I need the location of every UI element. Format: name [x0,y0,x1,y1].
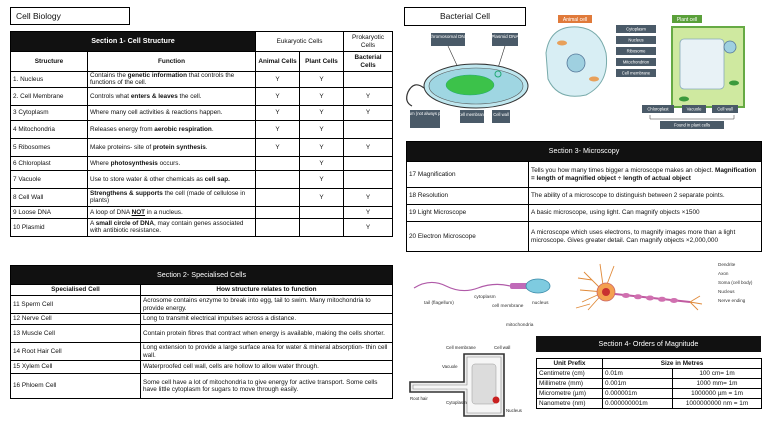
section4-title-text: Section 4- Orders of Magnitude [598,339,699,348]
text-run: Magnification = length of magnified object ÷ length of actual object [531,167,757,182]
cytoplasm-label: Cytoplasm [626,26,646,32]
cytoplasm-label: cytoplasm [474,295,496,300]
bacterial-cell-mark [344,120,393,138]
microscopy-definition [529,162,762,188]
text-run: genetic information [127,72,187,79]
table-row [407,222,762,252]
section1-cell-structure [10,31,392,237]
animal-mitochondrion [557,41,567,46]
unit-prefix: Nanometre (nm) [537,399,603,409]
specialised-cell-name: 14 Root Hair Cell [11,343,141,361]
text-run: small circle of DNA [95,219,154,227]
function-cell [88,87,256,105]
text-run: occurs. [157,159,181,167]
cell-membrane-label: cell membrane [492,304,524,309]
function-cell [88,72,256,88]
text-run: in a nucleus. [145,208,183,216]
specialised-cell-name: 13 Muscle Cell [11,325,141,343]
animal-nucleus [567,54,585,72]
text-run: . [205,143,208,151]
chromosomal-dna-shape [446,75,494,95]
text-run: enters & leaves [130,92,178,100]
root-hair-label: Root hair [410,396,428,401]
animal-cell-mark: Y [256,87,300,105]
sperm-head [526,279,550,293]
structure-cell: 8 Cell Wall [11,188,88,206]
structure-cell: 7 Vacuole [11,170,88,188]
flagellum [407,85,424,106]
plant-chloroplast [729,81,739,86]
text-run: Make proteins- site of [90,143,153,151]
table-row [11,72,393,88]
ribosome-label: Ribosome [626,48,646,54]
mitochondrion-label: Mitochondrion [622,59,650,65]
bacterial-cell-mark: Y [344,105,393,120]
vacuole-label: Vacuole [686,106,702,112]
table-row [11,87,393,105]
structure-cell: 2. Cell Membrane [11,87,88,105]
function-cell [88,170,256,188]
size-in-metres: 0.001m [603,379,673,389]
nerve-ending-label: Nerve ending [718,298,746,303]
plant-cell-mark: Y [300,138,344,156]
microscopy-term: 20 Electron Microscope [407,222,529,252]
cell-wall-label: Cell wall [494,345,511,350]
plant-cell-mark: Y [300,105,344,120]
text-run: aerobic respiration [154,125,212,133]
table-row [11,325,393,343]
plant-cell-mark: Y [300,120,344,138]
text-run: A basic microscope, using light. Can magnify objects ×1500 [531,209,700,217]
table-row [11,218,393,236]
animal-cell-mark [256,170,300,188]
plasmid-dna-label: Plasmid DNA [491,34,519,39]
specialised-cell-description: Some cell have a lot of mitochondria to give energy for active transport. Some cells have little cytoplasm for sugars to move through easily. [141,374,393,399]
animal-cell-mark [256,206,300,218]
function-cell [88,138,256,156]
table-row [537,399,762,409]
plant-chloroplast [679,97,689,102]
text-run: the cell (made of cellulose in plants) [90,189,246,205]
col-size-metres: Size in Metres [603,359,762,369]
plant-cell-title: Plant cell [676,17,698,23]
plant-cell-mark: Y [300,87,344,105]
animal-cell-mark: Y [256,105,300,120]
bacterial-cell-diagram [396,30,532,130]
unit-prefix: Millimetre (mm) [537,379,603,389]
microscopy-table [406,141,762,252]
animal-cell-mark [256,156,300,170]
text-run: Where [90,159,111,167]
function-cell [88,218,256,236]
table-row [11,138,393,156]
soma-label: Soma (cell body) [718,280,753,285]
bacterial-cell-title [404,7,526,26]
table-row [407,205,762,222]
specialised-cell-description: Waterproofed cell wall, cells are hollow to allow water through. [141,361,393,374]
col-unit-prefix: Unit Prefix [537,359,603,369]
col-specialised-cell: Specialised Cell [11,285,141,296]
table-row [11,343,393,361]
bacterial-cell-mark [344,170,393,188]
plant-vacuole [680,39,724,89]
col-structure: Structure [11,52,88,72]
function-cell [88,188,256,206]
bacterial-cell-mark: Y [344,188,393,206]
section1-title: Section 1- Cell Structure [11,32,256,52]
bacterial-cell-mark [344,72,393,88]
table-row [11,156,393,170]
table-row [11,170,393,188]
size-in-metres: 0.000000001m [603,399,673,409]
size-in-metres: 0.000001m [603,389,673,399]
table-row [11,374,393,399]
microscopy-definition [529,188,762,205]
table-row [11,105,393,120]
vacuole-shape [472,364,496,404]
prokaryotic-header: Prokaryotic Cells [344,32,393,52]
animal-cell-mark [256,218,300,236]
unit-prefix: Micrometre (µm) [537,389,603,399]
text-run: Strengthens & supports [90,189,163,197]
plant-cell-mark [300,206,344,218]
text-run: Contains the [90,72,128,79]
text-run: Tells you how many times bigger a microscope makes an object. [531,167,715,175]
text-run: Controls what [90,92,131,100]
animal-plant-cell-diagram [538,13,762,133]
text-run: that controls the functions of the cell. [90,72,235,87]
vacuole-label: Vacuole [442,364,458,369]
unit-equivalence: 1000 mm= 1m [673,379,762,389]
bacterial-cell-mark: Y [344,138,393,156]
structure-cell: 4 Mitochondria [11,120,88,138]
animal-cell-mark: Y [256,120,300,138]
cell-wall-label: Cell wall [493,112,509,117]
sperm-tail [414,282,510,290]
page-title [10,7,130,25]
text-run: Where many cell activities & reactions happen. [90,109,223,117]
text-run: A loop of DNA [90,208,132,216]
nucleus-label: nucleus [532,301,549,306]
axon-label: Axon [718,271,729,276]
specialised-cell-name: 12 Nerve Cell [11,314,141,325]
cell-membrane-label: Cell membrane [621,70,651,76]
cell-structure-table [10,31,393,237]
microscopy-term: 17 Magnification [407,162,529,188]
text-run: A microscope which uses electrons, to magnify images more than a light microscope. Gives greater detail. Can magnify objects ×2,000,000 [531,229,736,244]
text-run: Use to store water & other chemicals as [90,175,205,183]
function-cell [88,156,256,170]
text-run: Releases energy from [90,125,155,133]
table-row [537,379,762,389]
nucleus-shape [493,397,500,404]
plant-cell-mark: Y [300,170,344,188]
eukaryotic-header: Eukaryotic Cells [256,32,344,52]
section3-title: Section 3- Microscopy [407,142,762,162]
table-row [407,188,762,205]
nucleus-label: Nucleus [718,289,735,294]
nucleus-label: Nucleus [506,408,522,413]
structure-cell: 6 Chloroplast [11,156,88,170]
plant-cell-mark: Y [300,188,344,206]
cell-wall-label: Cell wall [717,106,733,112]
text-run: NOT [131,208,146,216]
animal-cell-title: Animal cell [562,17,588,23]
magnitude-table [536,358,762,409]
col-plant: Plant Cells [300,52,344,72]
col-animal: Animal Cells [256,52,300,72]
specialised-cell-name: 15 Xylem Cell [11,361,141,374]
table-row [11,361,393,374]
size-in-metres: 0.01m [603,369,673,379]
found-in-plant-label: Found in plant cells [673,122,711,128]
function-cell [88,206,256,218]
col-structure-function: How structure relates to function [141,285,393,296]
unit-equivalence: 100 cm= 1m [673,369,762,379]
text-run: . [211,125,214,133]
specialised-cell-description: Contain protein fibres that contract when energy is available, making the cells shorter. [141,325,393,343]
section4-title [536,336,761,352]
nerve-ending [690,296,702,310]
section2-specialised-cells [10,265,392,399]
plant-nucleus [724,41,736,53]
microscopy-term: 19 Light Microscope [407,205,529,222]
unit-prefix: Centimetre (cm) [537,369,603,379]
bacterial-cell-mark: Y [344,87,393,105]
col-function: Function [88,52,256,72]
animal-mitochondrion [589,77,599,82]
text-run: cell sap. [204,175,230,183]
cytoplasm-label: Cytoplasm [446,400,467,405]
sperm-midpiece [510,283,528,289]
page-title-text: Cell Biology [16,11,61,21]
table-row [11,188,393,206]
nucleus-label: Nucleus [628,37,644,43]
text-run: The ability of a microscope to distinguish between 2 separate points. [531,192,725,200]
microscopy-definition [529,222,762,252]
table-row [537,389,762,399]
chloroplast-label: Chloroplast [647,106,669,112]
animal-cell-mark: Y [256,72,300,88]
text-run: A [90,219,96,227]
plant-cell-mark: Y [300,72,344,88]
col-bacterial: Bacterial Cells [344,52,393,72]
section3-microscopy [406,141,761,252]
nerve-cell-diagram [570,258,762,324]
specialised-cell-name: 11 Sperm Cell [11,296,141,314]
flagellum-label: Flagellum (not always present) [396,111,454,116]
structure-cell: 3 Cytoplasm [11,105,88,120]
bacterial-cell-mark [344,156,393,170]
plant-cell-mark: Y [300,156,344,170]
bacterial-cell-mark: Y [344,218,393,236]
table-row [11,120,393,138]
structure-cell: 9 Loose DNA [11,206,88,218]
table-row [537,369,762,379]
microscopy-term: 18 Resolution [407,188,529,205]
text-run: photosynthesis [110,159,158,167]
table-row [11,206,393,218]
structure-cell: 1. Nucleus [11,72,88,88]
cell-membrane-label: Cell membrane [457,112,487,117]
structure-cell: 5 Ribosomes [11,138,88,156]
plant-cell-mark [300,218,344,236]
section4-orders-of-magnitude [536,358,761,409]
bacterial-cell-mark: Y [344,206,393,218]
microscopy-definition [529,205,762,222]
text-run: , may contain genes associated with antibiotic resistance. [90,219,244,235]
mitochondria-label: mitochondria [506,323,534,328]
specialised-cells-table [10,265,393,399]
cell-membrane-label: Cell membrane [446,345,476,350]
unit-equivalence: 1000000 µm = 1m [673,389,762,399]
structure-cell: 10 Plasmid [11,218,88,236]
text-run: the cell. [177,92,202,100]
function-cell [88,105,256,120]
unit-equivalence: 1000000000 nm = 1m [673,399,762,409]
animal-cell-mark: Y [256,138,300,156]
specialised-cell-description: Long to transmit electrical impulses across a distance. [141,314,393,325]
section2-title: Section 2- Specialised Cells [11,266,393,285]
dendrite-label: Dendrite [718,262,736,267]
chromosomal-dna-label: Chromosomal DNA [428,34,468,39]
animal-cell-mark [256,188,300,206]
specialised-cell-description: Long extension to provide a large surface area for water & mineral absorption- thin cell wall. [141,343,393,361]
table-row [407,162,762,188]
tail-label: tail (flagellum) [424,301,454,306]
root-hair-cell-diagram [406,342,530,422]
specialised-cell-description: Acrosome contains enzyme to break into egg, tail to swim. Many mitochondria to provide energy. [141,296,393,314]
function-cell [88,120,256,138]
bacterial-cell-title-text: Bacterial Cell [439,11,491,21]
text-run: protein synthesis [152,143,206,151]
sperm-cell-diagram [410,270,568,330]
nucleus [602,288,610,296]
table-row [11,296,393,314]
specialised-cell-name: 16 Phloem Cell [11,374,141,399]
table-row [11,314,393,325]
